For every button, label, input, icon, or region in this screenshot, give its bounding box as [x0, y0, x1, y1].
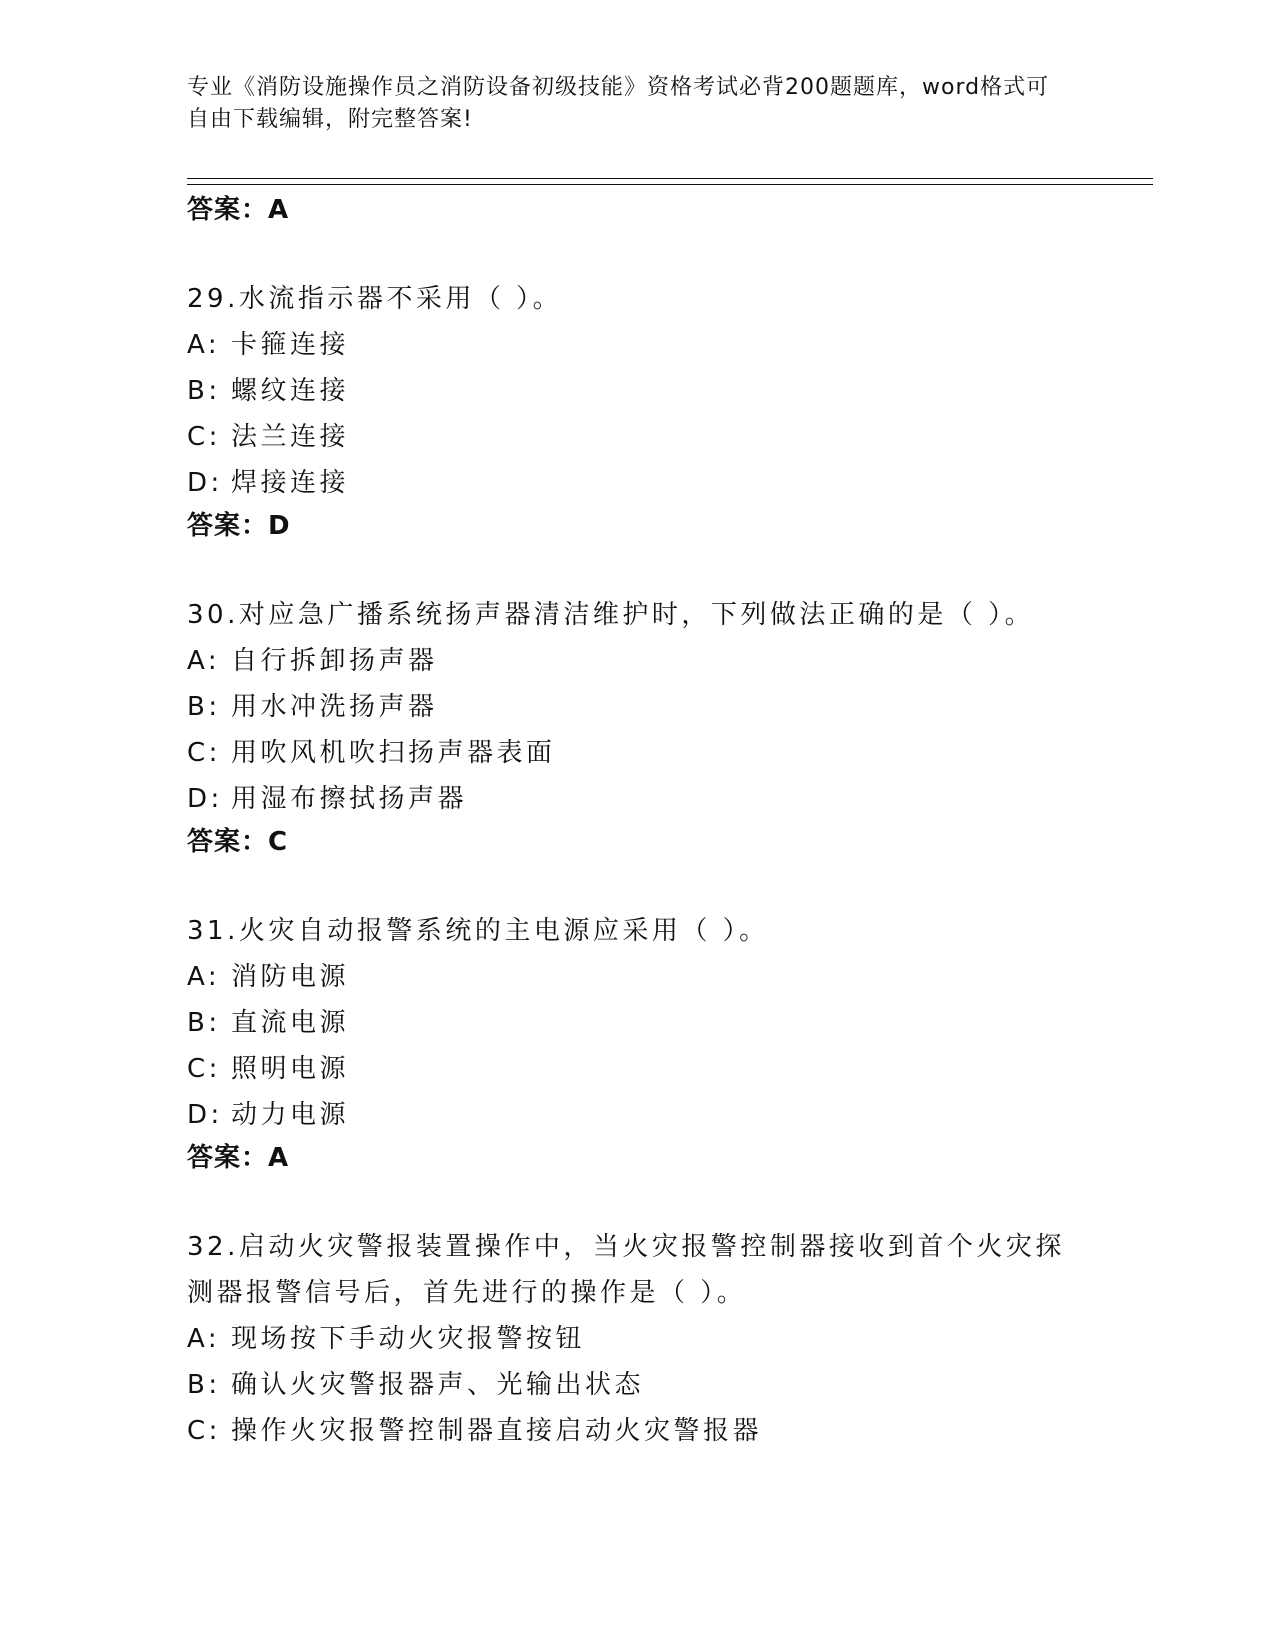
option-text: 卡箍连接: [231, 330, 350, 360]
option-letter: D:: [187, 468, 223, 498]
option-text: 焊接连接: [231, 468, 350, 498]
option-letter: A:: [187, 962, 221, 992]
answer-line: 答案：C: [187, 827, 289, 857]
option-d: [187, 776, 1087, 822]
option-b: [187, 684, 1087, 730]
option-a: [187, 1316, 1087, 1362]
option-text: 操作火灾报警控制器直接启动火灾警报器: [231, 1416, 763, 1446]
option-text: 照明电源: [231, 1054, 350, 1084]
option-c: [187, 1046, 1087, 1092]
option-text: 用湿布擦拭扬声器: [231, 784, 468, 814]
option-c: [187, 414, 1087, 460]
question-stem: 32.启动火灾警报装置操作中，当火灾报警控制器接收到首个火灾探测器报警信号后，首先进行的操作是（ ）。: [187, 1232, 1065, 1308]
option-letter: C:: [187, 1416, 221, 1446]
option-text: 法兰连接: [231, 422, 350, 452]
option-d: [187, 460, 1087, 506]
question-stem: 31.火灾自动报警系统的主电源应采用（ ）。: [187, 916, 769, 946]
option-letter: D:: [187, 1100, 223, 1130]
option-letter: B:: [187, 376, 221, 406]
option-letter: B:: [187, 1008, 221, 1038]
answer-line: 答案：A: [187, 1143, 290, 1173]
option-letter: B:: [187, 1370, 221, 1400]
option-letter: B:: [187, 692, 221, 722]
option-c: [187, 1408, 1087, 1454]
question-29: [187, 276, 1087, 546]
question-stem: 30.对应急广播系统扬声器清洁维护时，下列做法正确的是（ ）。: [187, 600, 1035, 630]
option-text: 确认火灾警报器声、光输出状态: [231, 1370, 645, 1400]
option-a: [187, 954, 1087, 1000]
option-text: 自行拆卸扬声器: [231, 646, 438, 676]
option-letter: D:: [187, 784, 223, 814]
option-text: 用水冲洗扬声器: [231, 692, 438, 722]
question-32: [187, 1224, 1087, 1454]
question-31: [187, 908, 1087, 1178]
option-letter: A:: [187, 330, 221, 360]
option-a: [187, 322, 1087, 368]
question-30: [187, 592, 1087, 862]
option-text: 动力电源: [231, 1100, 350, 1130]
option-a: [187, 638, 1087, 684]
option-letter: A:: [187, 1324, 221, 1354]
option-letter: A:: [187, 646, 221, 676]
option-d: [187, 1092, 1087, 1138]
option-b: [187, 1000, 1087, 1046]
option-text: 现场按下手动火灾报警按钮: [231, 1324, 586, 1354]
option-letter: C:: [187, 1054, 221, 1084]
option-b: [187, 368, 1087, 414]
option-text: 用吹风机吹扫扬声器表面: [231, 738, 556, 768]
page-header: 专业《消防设施操作员之消防设备初级技能》资格考试必背200题题库，word格式可自由下载编辑，附完整答案!: [187, 75, 1050, 132]
option-b: [187, 1362, 1087, 1408]
option-text: 直流电源: [231, 1008, 350, 1038]
document-body: [187, 190, 1087, 1454]
answer-line: 答案：D: [187, 511, 291, 541]
answer-line: 答案：A: [187, 195, 290, 225]
option-letter: C:: [187, 422, 221, 452]
option-c: [187, 730, 1087, 776]
option-text: 消防电源: [231, 962, 350, 992]
option-text: 螺纹连接: [231, 376, 350, 406]
header-double-rule: [187, 178, 1153, 185]
option-letter: C:: [187, 738, 221, 768]
question-stem: 29.水流指示器不采用（ ）。: [187, 284, 563, 314]
